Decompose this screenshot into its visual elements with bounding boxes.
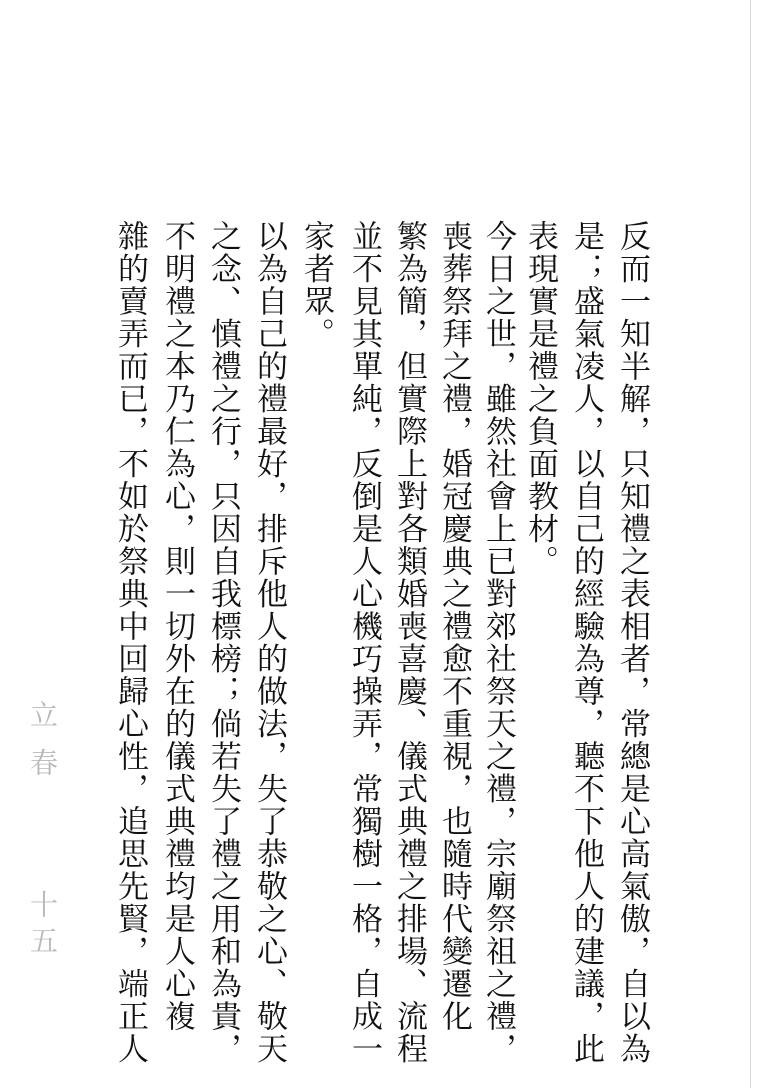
text-column-11: 不明禮之本乃仁為心，則一切外在的儀式典禮均是人心複 [159, 220, 195, 1033]
text-column-12: 雜的賣弄而已，不如於祭典中回歸心性，追思先賢，端正人 [112, 220, 148, 1065]
text-column-8: 家者眾。 [298, 220, 334, 350]
text-column-4: 今日之世，雖然社會上已對郊社祭天之禮，宗廟祭祖之禮， [480, 220, 516, 1065]
page-edge-divider [750, 0, 751, 1088]
footer-title: 立春 [26, 700, 59, 796]
text-column-3: 表現實是禮之負面教材。 [522, 220, 558, 578]
text-column-10: 之念、慎禮之行，只因自我標榜；倘若失了禮之用和為貴， [205, 220, 241, 1065]
footer-page-number: 十五 [26, 890, 59, 962]
text-column-5: 喪葬祭拜之禮，婚冠慶典之禮愈不重視，也隨時代變遷化 [436, 220, 472, 1033]
text-column-1: 反而一知半解，只知禮之表相者，常總是心高氣傲，自以為 [614, 220, 650, 1065]
text-column-2: 是；盛氣凌人，以自己的經驗為尊，聽不下他人的建議，此 [568, 220, 604, 1065]
text-column-9: 以為自己的禮最好，排斥他人的做法，失了恭敬之心、敬天 [251, 220, 287, 1065]
text-column-7: 並不見其單純，反倒是人心機巧操弄，常獨樹一格，自成一 [346, 220, 382, 1065]
text-column-6: 繁為簡，但實際上對各類婚喪喜慶、儀式典禮之排場、流程 [391, 220, 427, 1065]
